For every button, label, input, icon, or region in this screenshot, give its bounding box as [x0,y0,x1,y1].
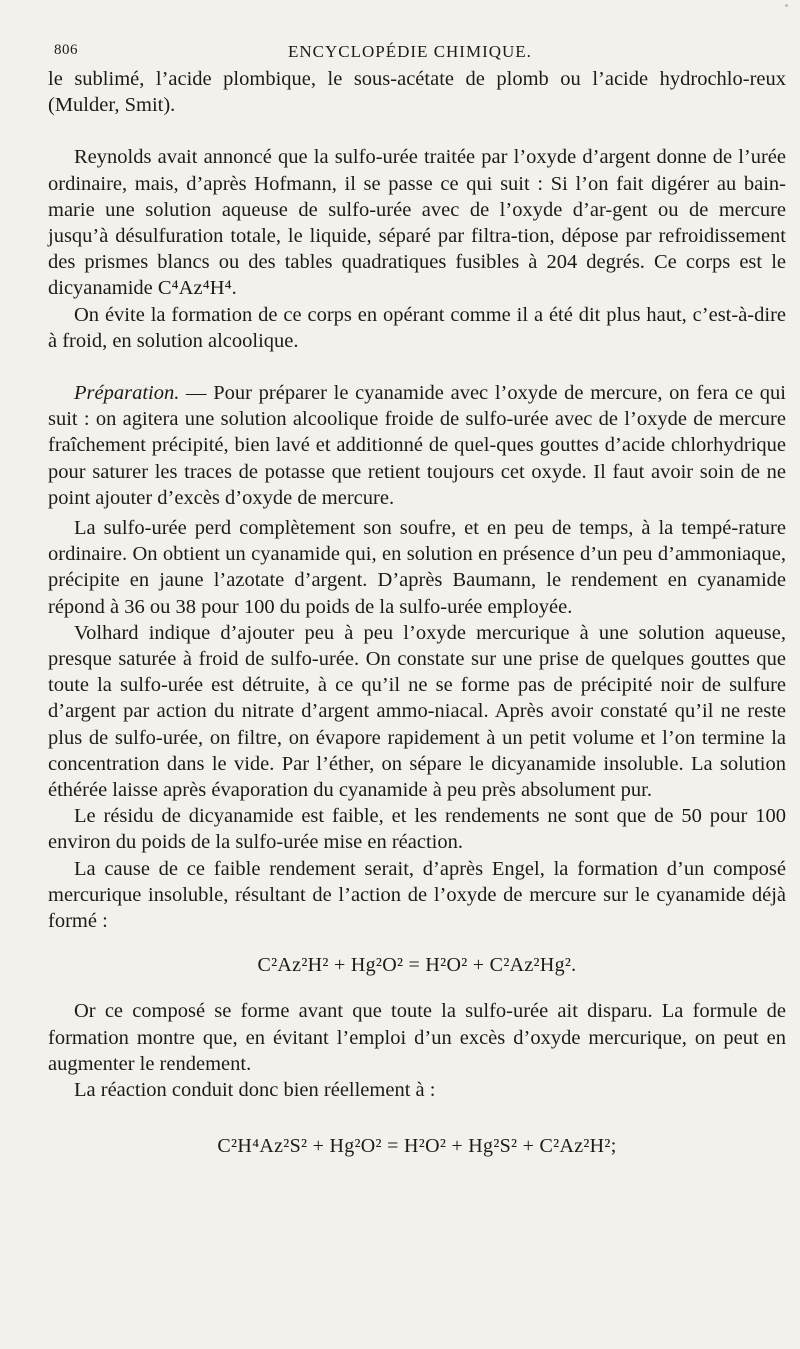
section-lead-preparation: Préparation. [74,382,180,405]
paragraph-volhard: Volhard indique d’ajouter peu à peu l’oxyde mercurique à une solution aqueuse, presque saturée à froid de sulfo-urée. On constate sur une prise de quelques gouttes que toute la sulfo-urée est détruite, à ce qu’il ne se forme pas de précipité noir de sulfure d’argent par action du nitrate d’argent ammo-niacal. Après avoir constaté qu’il ne reste plus de sulfo-urée, on filtre, on évapore rapidement à un petit volume et l’on termine la concentration dans le vide. Par l’éther, on sépare le dicyanamide insoluble. La solution éthérée laisse après évaporation du cyanamide à peu près absolument pur. [48,621,786,802]
paragraph-residu: Le résidu de dicyanamide est faible, et les rendements ne sont que de 50 pour 100 environ du poids de la sulfo-urée mise en réaction. [48,805,786,854]
page-number: 806 [54,42,78,58]
running-header [48,30,786,66]
paragraph-avoid-formation: On évite la formation de ce corps en opérant comme il a été dit plus haut, c’est-à-dire à froid, en solution alcoolique. [48,303,786,352]
paragraph-continued: le sublimé, l’acide plombique, le sous-acétate de plomb ou l’acide hydrochlo-reux (Mulder, Smit). [48,68,786,117]
formula-reaction: C²H⁴Az²S² + Hg²O² = H²O² + Hg²S² + C²Az²H²; [217,1135,617,1158]
paragraph-sulfo-uree: La sulfo-urée perd complètement son soufre, et en peu de temps, à la tempé-rature ordinaire. On obtient un cyanamide qui, en solution en présence d’un peu d’ammoniaque, précipite en jaune l’azotate d’argent. D’après Baumann, le rendement en cyanamide répond à 36 ou 38 pour 100 du poids de la sulfo-urée employée. [48,517,786,618]
running-title: ENCYCLOPÉDIE CHIMIQUE. [288,42,532,61]
paragraph-composition: Or ce composé se forme avant que toute la sulfo-urée ait disparu. La formule de formation montre que, en évitant l’emploi d’un excès d’oxyde mercurique, on peut en augmenter le rendement. [48,1000,786,1075]
document-page [48,30,786,1159]
paragraph-reynolds: Reynolds avait annoncé que la sulfo-urée traitée par l’oxyde d’argent donne de l’urée ordinaire, mais, d’après Hofmann, il se passe ce qui suit : Si l’on fait digérer au bain-marie une solution aqueuse de sulfo-urée avec de l’oxyde d’ar-gent ou de mercure jusqu’à désulfuration totale, le liquide, séparé par filtra-tion, dépose par refroidissement des prismes blancs ou des tables quadratiques fusibles à 204 degrés. Ce corps est le dicyanamide C⁴Az⁴H⁴. [48,146,786,300]
paragraph-preparation [48,380,786,511]
paragraph-reaction: La réaction conduit donc bien réellement à : [74,1078,436,1101]
paragraph-preparation-text: — Pour préparer le cyanamide avec l’oxyde de mercure, on fera ce qui suit : on agitera une solution alcoolique froide de sulfo-urée avec de l’oxyde de mercure fraîchement précipité, bien lavé et additionné de quel-ques gouttes d’acide chlorhydrique pour saturer les traces de potasse que retient toujours cet oxyde. Il faut avoir soin de ne point ajouter d’excès d’oxyde de mercure. [48,382,786,509]
scan-speck [785,4,788,7]
formula-mercuric-compound: C²Az²H² + Hg²O² = H²O² + C²Az²Hg². [257,954,577,977]
paragraph-engel: La cause de ce faible rendement serait, d’après Engel, la formation d’un composé mercurique insoluble, résultant de l’action de l’oxyde de mercure sur le cyanamide déjà formé : [48,857,786,933]
